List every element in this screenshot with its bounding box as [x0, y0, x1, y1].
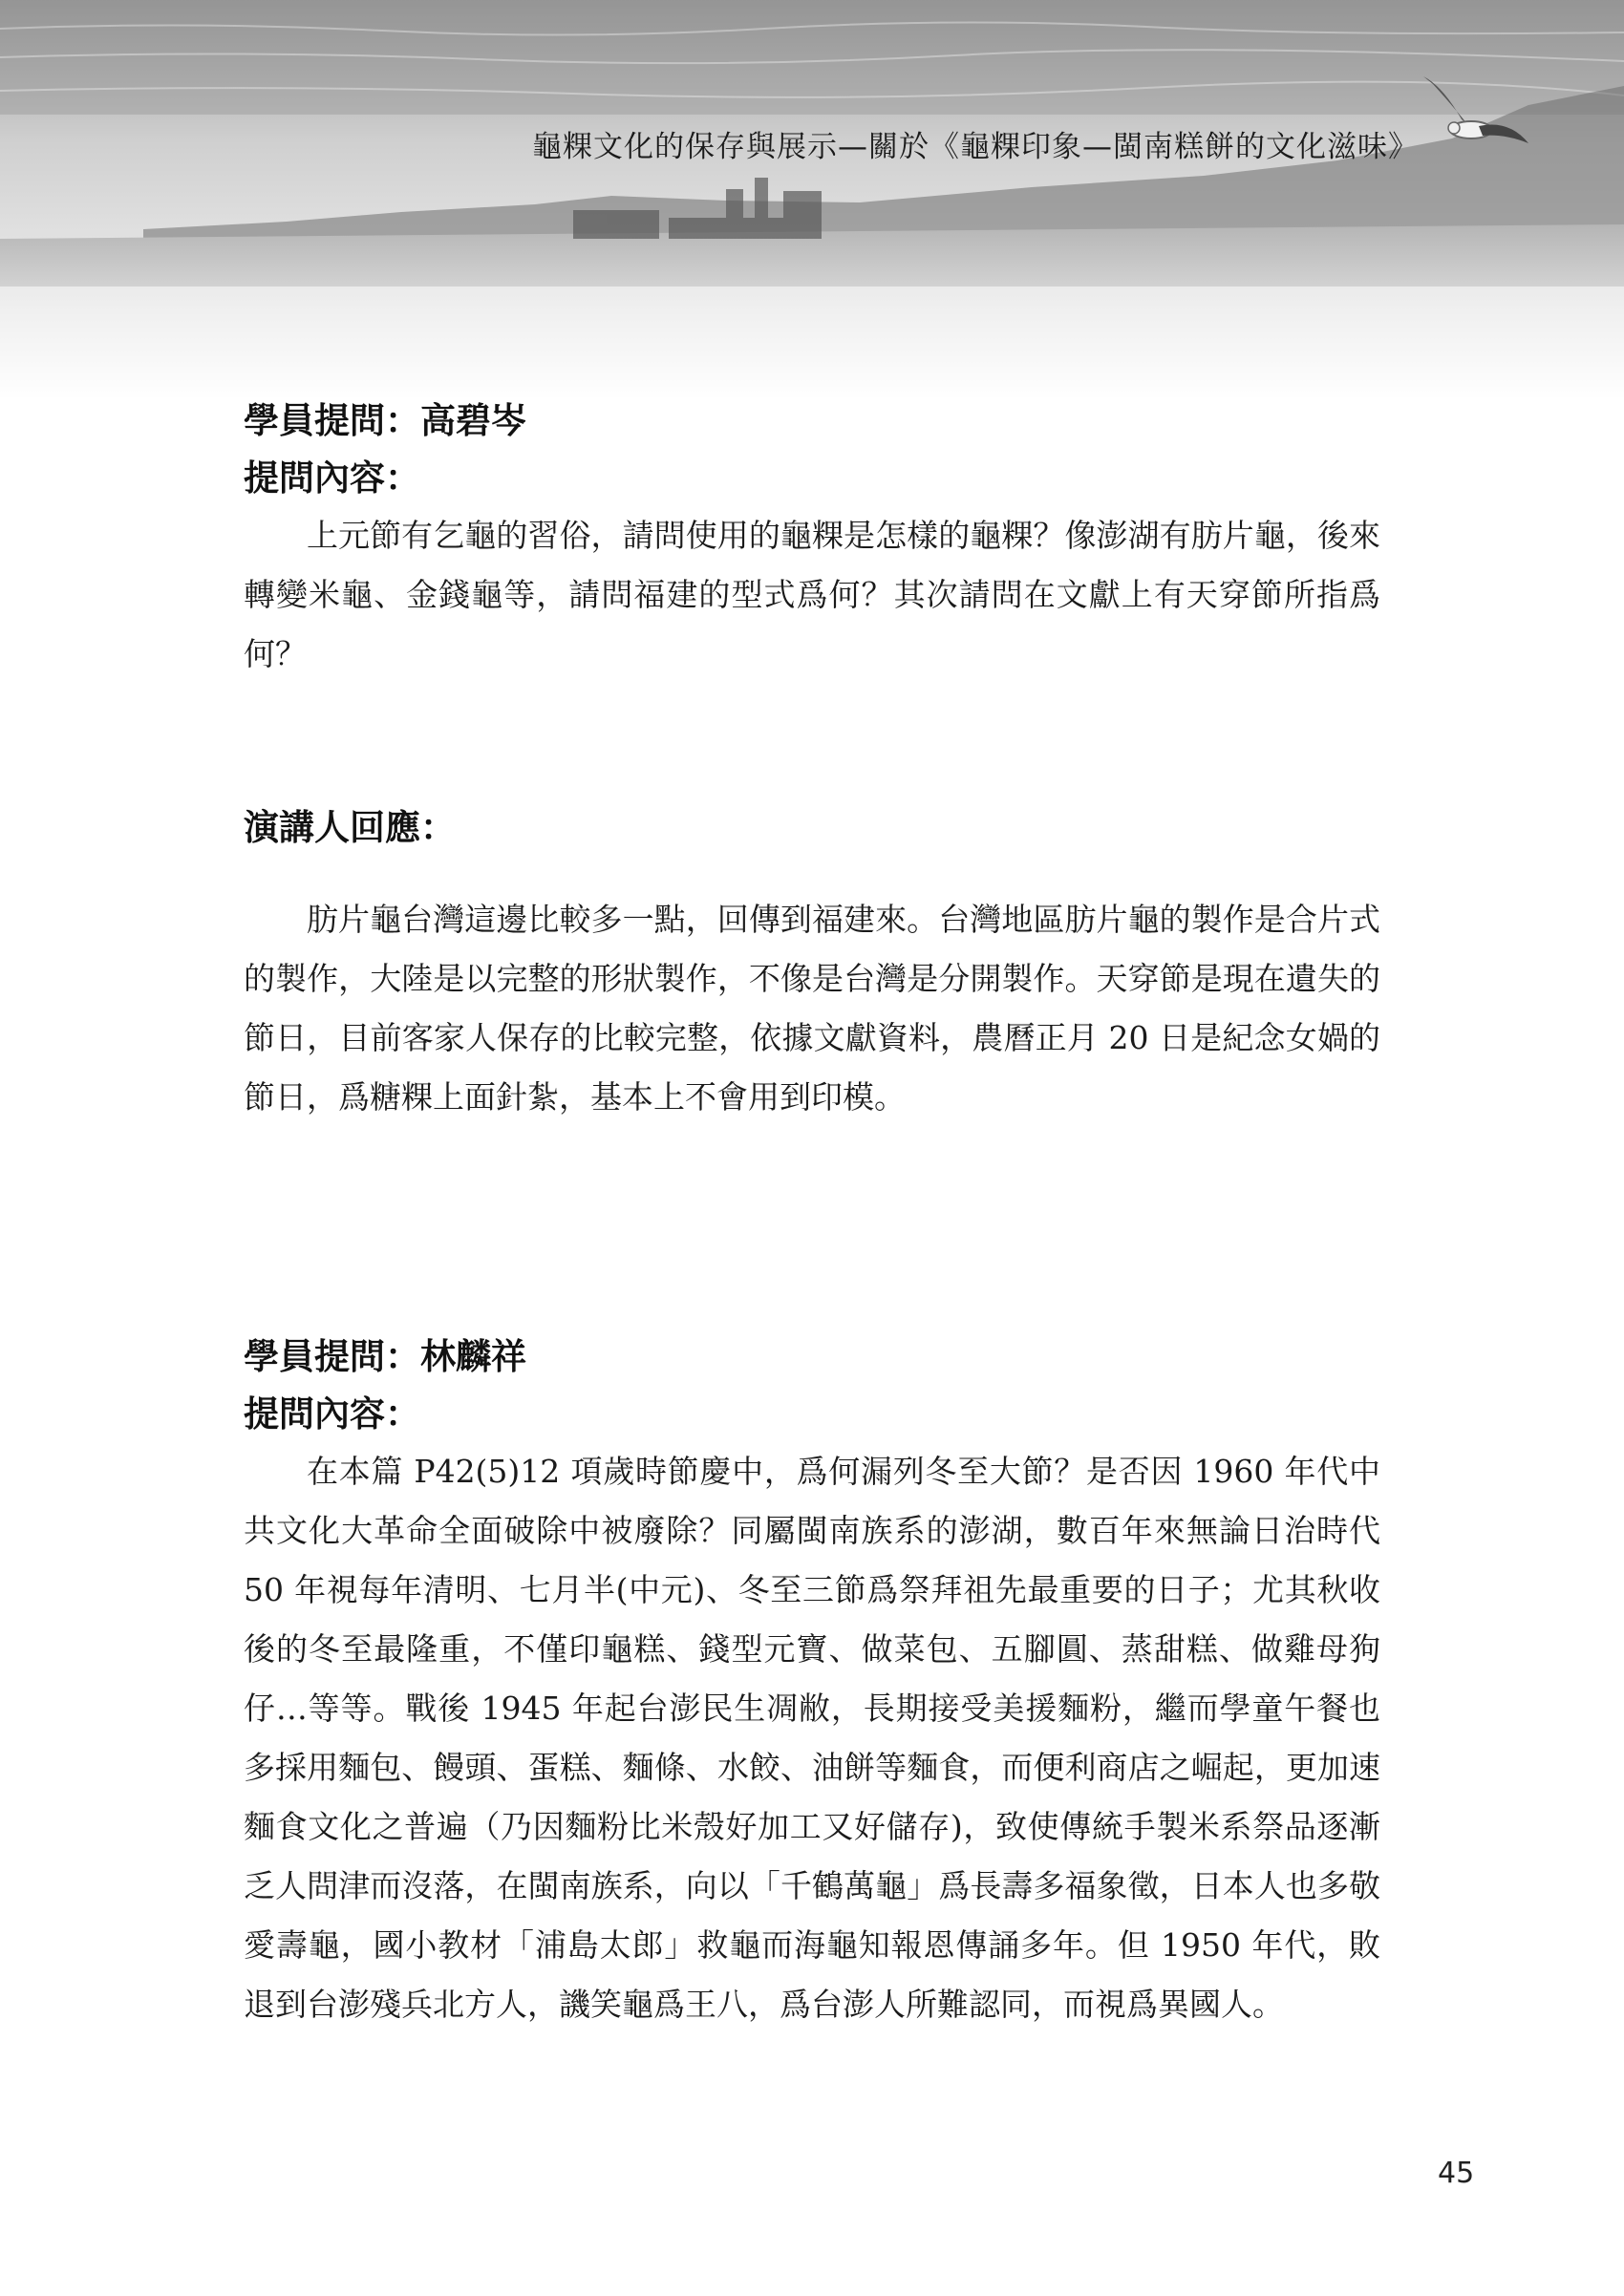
seascape-photo — [0, 0, 1624, 401]
question-1-heading: 學員提問：高碧岑 — [244, 399, 526, 441]
header-banner — [0, 0, 1624, 401]
running-header: 龜粿文化的保存與展示—關於《龜粿印象—閩南糕餅的文化滋味》 — [532, 130, 1419, 164]
response-heading: 演講人回應： — [244, 806, 456, 848]
question-1-body: 上元節有乞龜的習俗，請問使用的龜粿是怎樣的龜粿？像澎湖有肪片龜，後來轉變米龜、金錢龜等，請問福建的型式爲何？其次請問在文獻上有天穿節所指爲何？ — [244, 517, 1380, 672]
question-2-subheading: 提問內容： — [244, 1392, 420, 1435]
question-1-subheading: 提問內容： — [244, 457, 420, 499]
page-number: 45 — [1438, 2157, 1475, 2190]
response-body: 肪片龜台灣這邊比較多一點，回傳到福建來。台灣地區肪片龜的製作是合片式的製作，大陸是以完整的形狀製作，不像是台灣是分開製作。天穿節是現在遺失的節日，目前客家人保存的比較完整，依據文獻資料，農曆正月 20 日是紀念女媧的節日，爲糖粿上面針紮，基本上不會用到印模。 — [244, 901, 1380, 1116]
question-2-body: 在本篇 P42(5)12 項歲時節慶中，爲何漏列冬至大節？是否因 1960 年代中共文化大革命全面破除中被廢除？同屬閩南族系的澎湖，數百年來無論日治時代 50 年視每年清明、七月半(中元)、冬至三節爲祭拜祖先最重要的日子；尤其秋收後的冬至最隆重，不僅印龜糕、錢型元寶、做菜包、五腳圓、蒸甜糕、做雞母狗仔…等等。戰後 1945 年起台澎民生凋敝，長期接受美援麵粉，繼而學童午餐也多採用麵包、饅頭、蛋糕、麵條、水餃、油餅等麵食，而便利商店之崛起，更加速麵食文化之普遍（乃因麵粉比米殼好加工又好儲存)，致使傳統手製米系祭品逐漸乏人問津而沒落，在閩南族系，向以「千鶴萬龜」爲長壽多福象徵，日本人也多敬愛壽龜，國小教材「浦島太郎」救龜而海龜知報恩傳誦多年。但 1950 年代，敗退到台澎殘兵北方人，譏笑龜爲王八，爲台澎人所難認同，而視爲異國人。 — [244, 1453, 1380, 2023]
article-body — [244, 392, 1380, 2034]
question-2-heading: 學員提問：林麟祥 — [244, 1335, 526, 1377]
